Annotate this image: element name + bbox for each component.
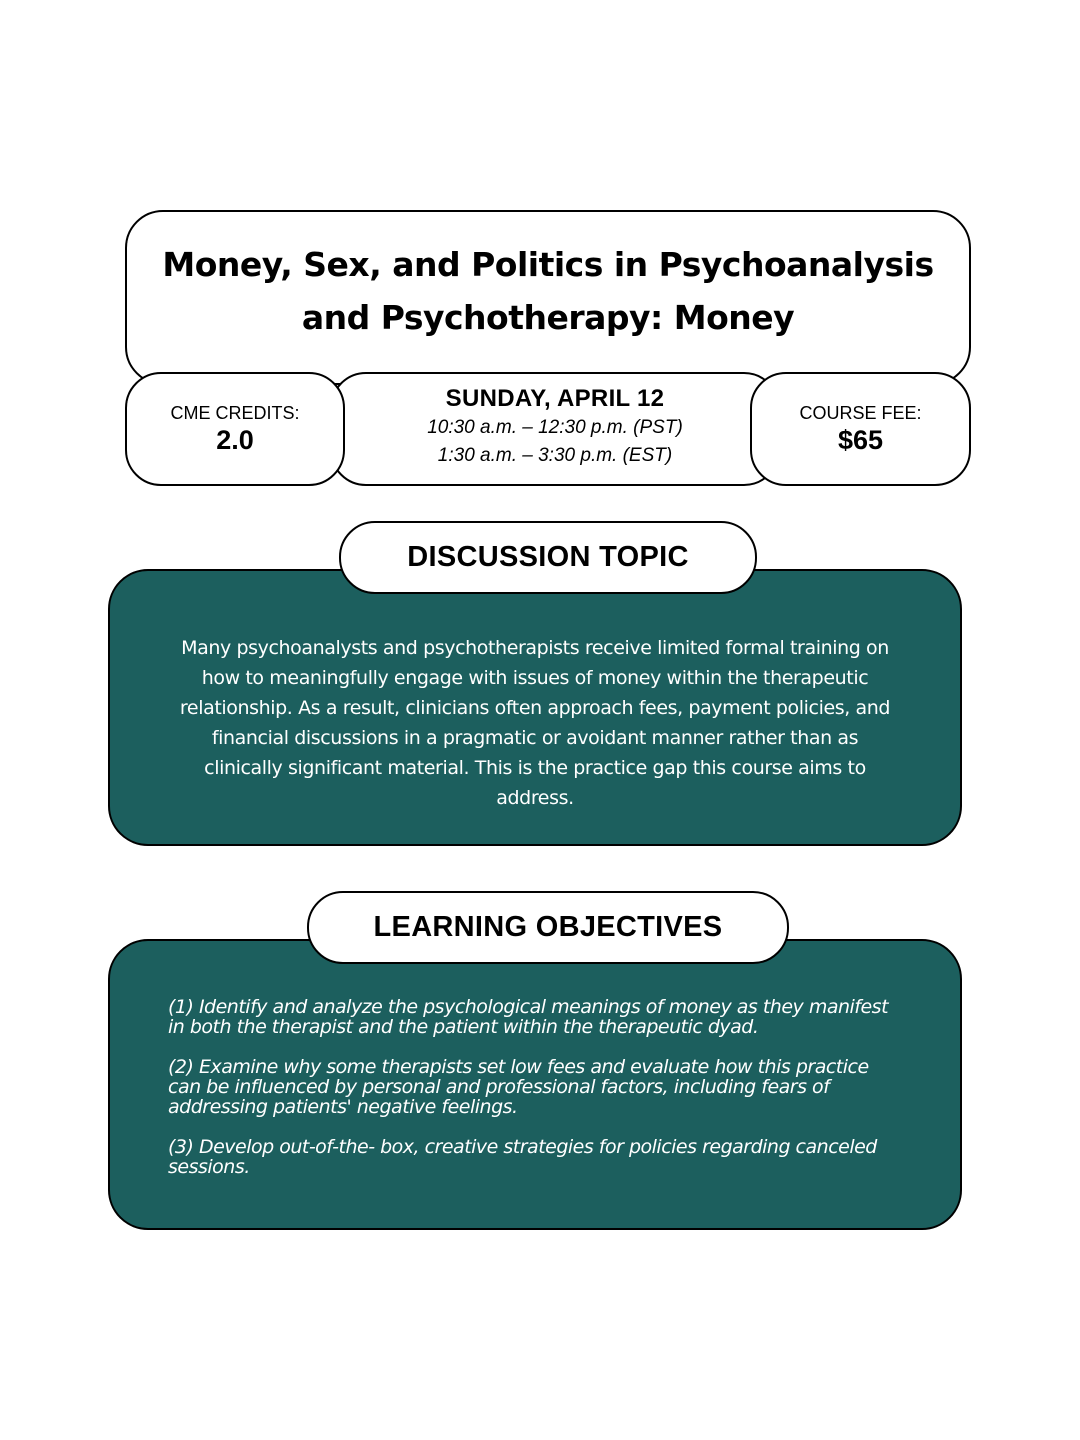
course-title-line-2: and Psychotherapy: Money <box>301 297 795 337</box>
learning-objectives-panel <box>108 939 962 1230</box>
objective-item: (2) Examine why some therapists set low fees and evaluate how this practice can be influenced by personal and professional factors, including fears of addressing patients' negative feelings. <box>168 1056 869 1118</box>
schedule-badge <box>330 372 780 486</box>
event-date: SUNDAY, APRIL 12 <box>445 385 665 412</box>
learning-objectives-list <box>168 997 904 1197</box>
objective-item: (1) Identify and analyze the psychological meanings of money as they manifest in both the therapist and the patient within the therapeutic dyad. <box>168 996 889 1038</box>
discussion-topic-panel <box>108 569 962 846</box>
event-time-pst: 10:30 a.m. – 12:30 p.m. (PST) <box>427 417 683 438</box>
cme-credits-value: 2.0 <box>216 425 254 455</box>
objective-item: (3) Develop out-of-the- box, creative strategies for policies regarding canceled sessions. <box>168 1136 877 1178</box>
course-title-line-1: Money, Sex, and Politics in Psychoanalysis <box>162 244 934 284</box>
discussion-topic-body: Many psychoanalysts and psychotherapists receive limited formal training on how to meaningfully engage with issues of money within the therapeutic relationship. As a result, clinicians often approach fees, payment policies, and financial discussions in a pragmatic or avoidant manner rather than as clinically significant material. This is the practice gap this course aims to address. <box>179 637 891 809</box>
learning-objectives-heading: LEARNING OBJECTIVES <box>307 891 789 964</box>
cme-credits-badge <box>125 372 345 486</box>
course-title <box>162 238 933 344</box>
discussion-topic-heading: DISCUSSION TOPIC <box>339 521 757 594</box>
course-fee-label: COURSE FEE: <box>799 403 922 423</box>
course-title-card <box>125 210 971 385</box>
cme-credits-label: CME CREDITS: <box>170 403 300 423</box>
course-fee-value: $65 <box>837 425 884 455</box>
course-fee-badge <box>750 372 971 486</box>
event-time-est: 1:30 a.m. – 3:30 p.m. (EST) <box>437 445 673 466</box>
